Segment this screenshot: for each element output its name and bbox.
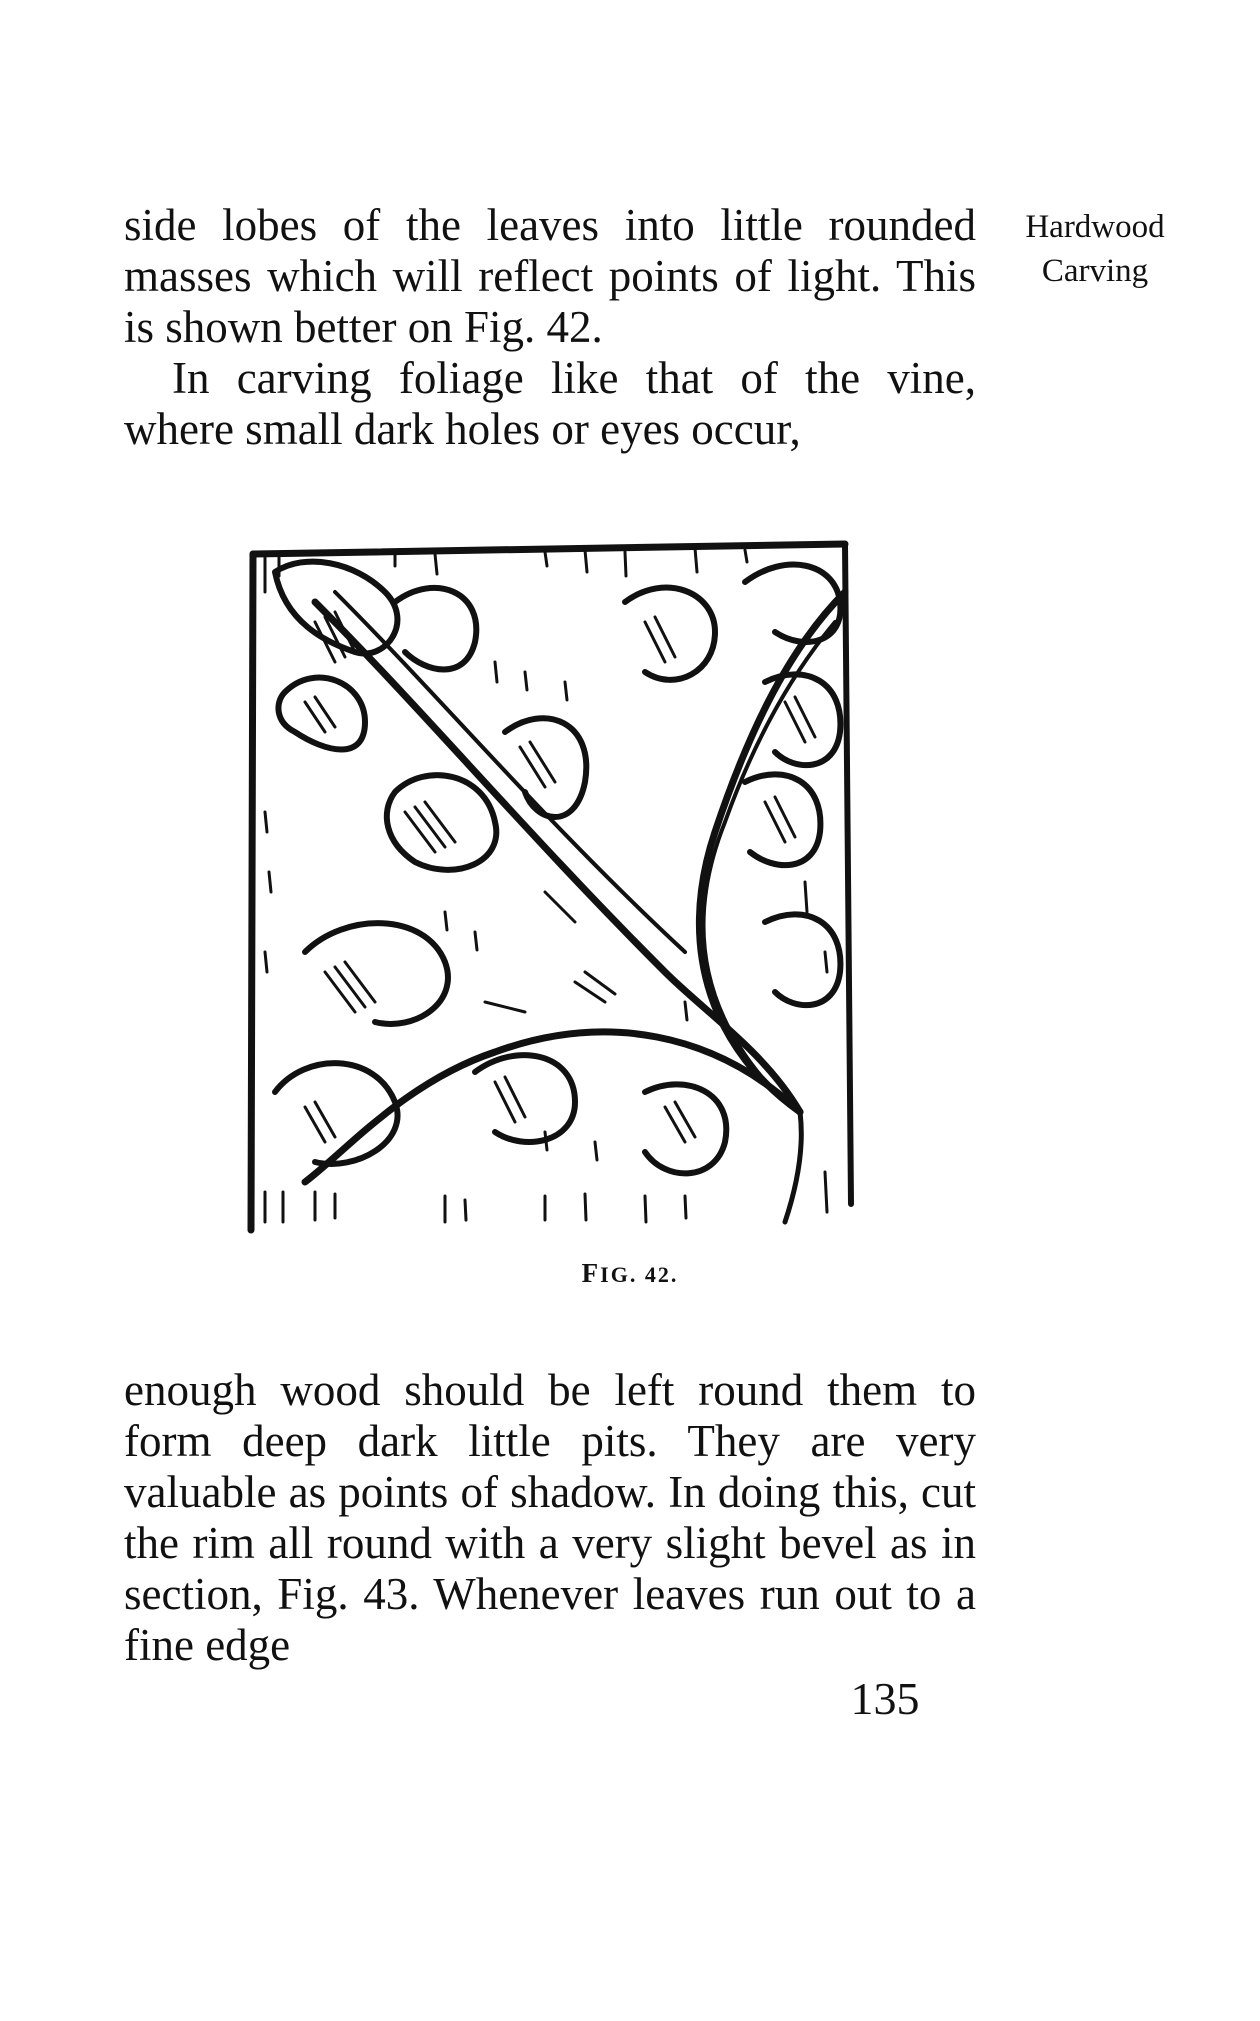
panel-frame-left [251, 554, 253, 1230]
right-stem [699, 592, 845, 1112]
bottom-text-block [124, 1365, 976, 1671]
margin-note-line-2: Carving [1041, 253, 1149, 289]
leaf-lobe-bottom-left [275, 1063, 398, 1164]
caption-rest: IG. 42. [600, 1262, 679, 1287]
panel-frame-right [845, 544, 851, 1204]
figure-caption [0, 1258, 1260, 1289]
leaf-lobe-lower-right [765, 914, 840, 1005]
stem-tail [785, 1112, 801, 1222]
leaf-lobe-upper-right-1 [625, 588, 715, 680]
leaf-lobe-right-2 [745, 774, 820, 865]
bottom-branch [305, 1032, 800, 1182]
paragraph-continued: side lobes of the leaves into little rounded masses which will reflect points of light. This is shown better on Fig. 42. [124, 200, 976, 352]
figure-42-illustration [245, 532, 865, 1242]
caption-initial: F [581, 1258, 601, 1288]
page-number: 135 [850, 1673, 920, 1724]
leaf-lobe-bottom-right [645, 1084, 726, 1173]
leaf-lobe-left [278, 678, 365, 750]
panel-frame [253, 544, 845, 554]
top-text-block [124, 200, 976, 455]
leaf-lobe-top-middle [395, 588, 476, 670]
margin-note-line-1: Hardwood [1025, 209, 1165, 245]
margin-note [1000, 205, 1190, 293]
leaf-lobe-bottom-middle [475, 1055, 575, 1142]
paragraph-vine: In carving foliage like that of the vine, where small dark holes or eyes occur, [124, 353, 976, 454]
paragraph-pits: enough wood should be left round them to form deep dark little pits. They are very valuable as points of shadow. In doing this, cut the rim all round with a very slight bevel as in section, Fig. 43. Whenever leaves run out to a fine edge [124, 1365, 976, 1670]
